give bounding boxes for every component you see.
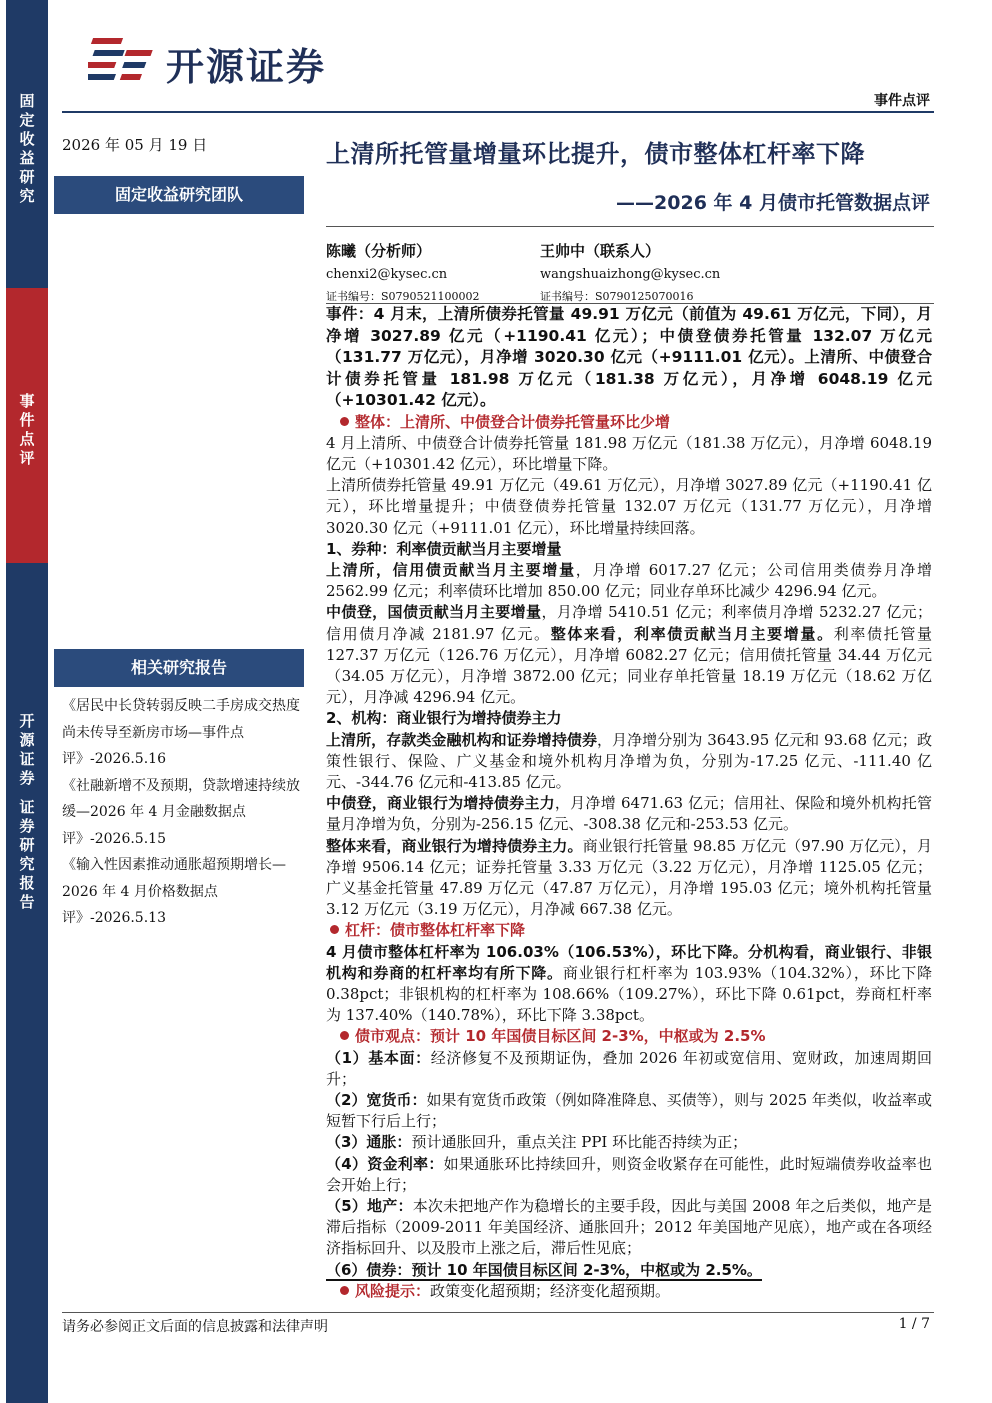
bullet-icon — [340, 1031, 349, 1040]
view-item: （2）宽货币：如果有宽货币政策（例如降准降息、买债等），则与 2025 年类似，收益率或短暂下行后上行； — [326, 1091, 932, 1131]
report-body — [326, 304, 932, 1302]
view-item: （3）通胀：预计通胀回升，重点关注 PPI 环比能否持续为正； — [326, 1133, 748, 1152]
section-heading-type: 1、券种：利率债贡献当月主要增量 — [326, 539, 562, 558]
band-label-bottom-1: 开 源 证 券 — [19, 712, 35, 787]
footer-divider — [62, 1312, 934, 1313]
author-name: 王帅中（联系人） — [540, 242, 661, 260]
paragraph: 中债登，商业银行为增持债券主力，月净增 6471.63 亿元；信用社、保险和境外机构托管量月净增为负，分别为-256.15 亿元、-308.38 亿元和-253.53 亿元。 — [326, 794, 932, 834]
page-number: 1 / 7 — [898, 1316, 930, 1332]
related-report-item[interactable]: 《输入性因素推动通胀超预期增长—2026 年 4 月价格数据点评》-2026.5.13 — [62, 857, 286, 926]
related-reports-list — [62, 693, 308, 932]
related-report-item[interactable]: 《居民中长贷转弱反映二手房成交热度尚未传导至新房市场—事件点评》-2026.5.16 — [62, 698, 300, 767]
author-email[interactable]: chenxi2@kysec.cn — [326, 267, 448, 282]
report-date: 2026 年 05 月 19 日 — [62, 136, 208, 154]
header-divider — [62, 111, 934, 113]
bullet-icon — [340, 1286, 349, 1295]
paragraph: 上清所债券托管量 49.91 万亿元（49.61 万亿元），月净增 3027.89 亿元（+1190.41 亿元），环比增量提升；中债登债券托管量 132.07 万亿元（131.77 万亿元），月净增 3020.30 亿元（+9111.01 亿元），环比增量持续回落。 — [326, 476, 932, 537]
section-heading-overall: 整体：上清所、中债登合计债券托管量环比少增 — [326, 412, 932, 433]
section-heading-view: 债市观点：预计 10 年国债目标区间 2-3%，中枢或为 2.5% — [326, 1026, 932, 1047]
band-label-middle: 事 件 点 评 — [19, 392, 35, 467]
page-title: 上清所托管量增量环比提升，债市整体杠杆率下降 — [326, 140, 865, 168]
event-summary: 事件：4 月末，上清所债券托管量 49.91 万亿元（前值为 49.61 万亿元，下同），月净增 3027.89 亿元（+1190.41 亿元）；中债登债券托管量 132.07 万亿元（131.77 万亿元），月净增 3020.30 亿元（+9111.01 亿元）。上清所、中债登合计债券托管量 181.98 万亿元（181.38 万亿元），月净增 6048.19 亿元（+10301.42 亿元）。 — [326, 305, 932, 409]
paragraph: 4 月上清所、中债登合计债券托管量 181.98 万亿元（181.38 万亿元），月净增 6048.19 亿元（+10301.42 亿元），环比增量下降。 — [326, 433, 932, 473]
brand-logo-icon — [88, 30, 168, 90]
related-reports-banner: 相关研究报告 — [54, 649, 304, 687]
bullet-icon — [330, 925, 339, 934]
related-report-item[interactable]: 《社融新增不及预期，贷款增速持续放缓—2026 年 4 月金融数据点评》-2026.5.15 — [62, 777, 300, 847]
view-item: （5）地产：本次未把地产作为稳增长的主要手段，因此与美国 2008 年之后类似，地产是滞后指标（2009-2011 年美国经济、通胀回升；2012 年美国地产见底），地产或在各项经济指标回升、以及股市上涨之后，滞后性见底； — [326, 1197, 932, 1258]
page-subtitle: ——2026 年 4 月债市托管数据点评 — [616, 192, 930, 214]
title-divider — [326, 226, 934, 227]
author-cert: 证书编号：S0790521100002 — [326, 290, 480, 303]
view-item: （1）基本面：经济修复不及预期证伪，叠加 2026 年初或宽信用、宽财政，加速周期回升； — [326, 1048, 932, 1088]
paragraph: 中债登，国债贡献当月主要增量，月净增 5410.51 亿元；利率债月净增 5232.27 亿元；信用债月净减 2181.97 亿元。整体来看，利率债贡献当月主要增量。利率债托管量 127.37 万亿元（126.76 万亿元），月净增 6082.27 亿元；信用债托管量 34.44 万亿元（34.05 万亿元），月净增 3872.00 亿元；同业存单托管量 18.19 万亿元（18.62 万亿元），月净减 4296.94 亿元。 — [326, 603, 932, 707]
view-item: （6）债券：预计 10 年国债目标区间 2-3%，中枢或为 2.5%。 — [326, 1260, 762, 1279]
paragraph: 4 月债市整体杠杆率为 106.03%（106.53%），环比下降。分机构看，商业银行、非银机构和券商的杠杆率均有所下降。商业银行杠杆率为 103.93%（104.32%），环比下降 0.38pct；非银机构的杠杆率为 108.66%（109.27%），环比下降 0.61pct，券商杠杆率为 137.40%（140.78%），环比下降 3.38pct。 — [326, 942, 932, 1025]
brand-name: 开源证券 — [166, 45, 327, 89]
band-label-bottom-2: 证 券 研 究 报 告 — [19, 798, 35, 911]
author-block — [540, 240, 720, 304]
section-heading-leverage: 杠杆：债市整体杠杆率下降 — [326, 920, 932, 941]
paragraph: 上清所，信用债贡献当月主要增量，月净增 6017.27 亿元；公司信用类债券月净增 2562.99 亿元；利率债环比增加 850.00 亿元；同业存单环比减少 4296.94 亿元。 — [326, 560, 932, 601]
footer-disclaimer: 请务必参阅正文后面的信息披露和法律声明 — [62, 1319, 328, 1335]
view-item: （4）资金利率：如果通胀环比持续回升，则资金收紧存在可能性，此时短端债券收益率也会开始上行； — [326, 1154, 932, 1194]
author-email[interactable]: wangshuaizhong@kysec.cn — [540, 267, 721, 282]
team-banner: 固定收益研究团队 — [54, 176, 304, 214]
band-label-top: 固 定 收 益 研 究 — [19, 92, 35, 205]
section-heading-institution: 2、机构：商业银行为增持债券主力 — [326, 709, 562, 728]
paragraph: 上清所，存款类金融机构和证券增持债券，月净增分别为 3643.95 亿元和 93.68 亿元；政策性银行、保险、广义基金和境外机构月净增为负，分别为-17.25 亿元、-111.40 亿元、-344.76 亿元和-413.85 亿元。 — [326, 730, 932, 791]
bullet-icon — [340, 417, 349, 426]
author-cert: 证书编号：S0790125070016 — [540, 290, 694, 303]
report-type-tag: 事件点评 — [874, 93, 930, 109]
side-band — [6, 0, 48, 1403]
author-block — [326, 240, 480, 304]
risk-note: 风险提示：政策变化超预期；经济变化超预期。 — [326, 1281, 932, 1302]
author-name: 陈曦（分析师） — [326, 242, 432, 260]
paragraph: 整体来看，商业银行为增持债券主力。商业银行托管量 98.85 万亿元（97.90 万亿元），月净增 9506.14 亿元；证券托管量 3.33 万亿元（3.22 万亿元），月净增 1125.05 亿元；广义基金托管量 47.89 万亿元（47.87 万亿元），月净增 195.03 亿元；境外机构托管量 3.12 万亿元（3.19 万亿元），月净减 667.38 亿元。 — [326, 836, 932, 919]
